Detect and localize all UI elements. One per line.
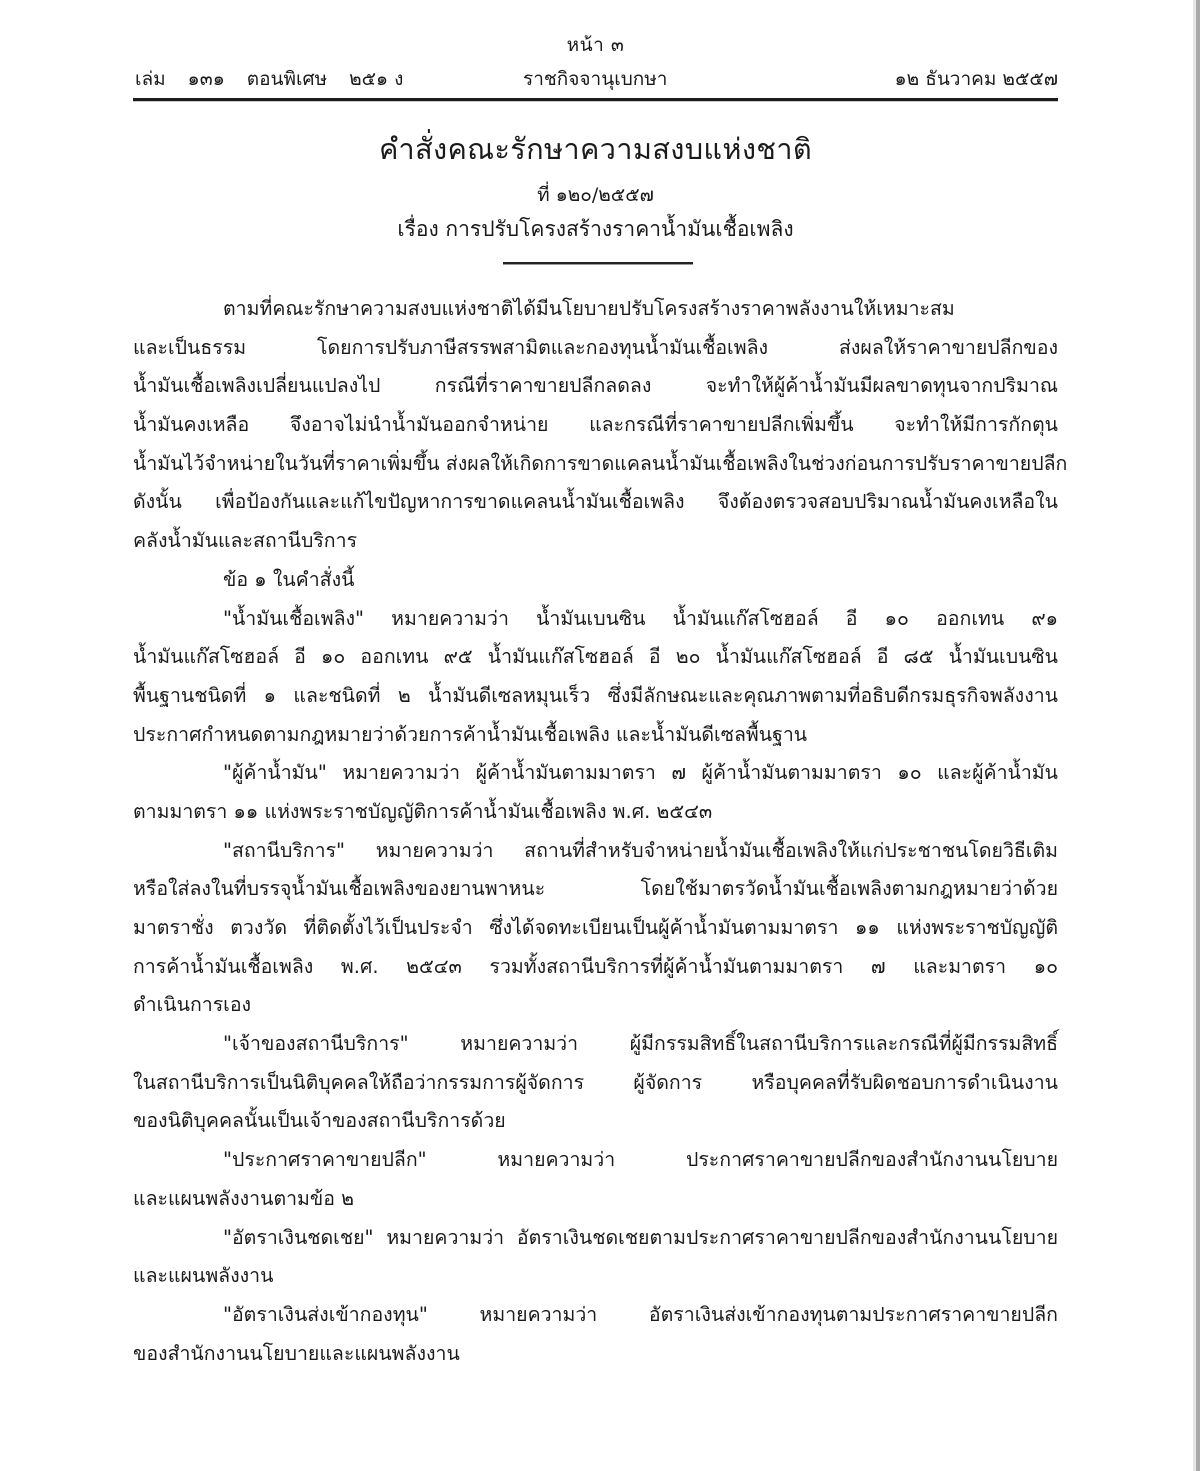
body-text-line: พื้นฐานชนิดที่ ๑ และชนิดที่ ๒ น้ำมันดีเซลหมุนเร็ว ซึ่งมีลักษณะและคุณภาพตามที่อธิบดีกรมธุรกิจพลังงาน: [133, 683, 1058, 707]
gazette-name: ราชกิจจานุเบกษา: [523, 68, 668, 90]
body-text-line: ประกาศกำหนดตามกฎหมายว่าด้วยการค้าน้ำมันเชื้อเพลิง และน้ำมันดีเซลพื้นฐาน: [133, 722, 808, 746]
volume-number: ๑๓๑: [187, 68, 225, 90]
body-text-line: การค้าน้ำมันเชื้อเพลิง พ.ศ. ๒๕๔๓ รวมทั้งสถานีบริการที่ผู้ค้าน้ำมันตามมาตรา ๗ และมาตรา ๑๐: [133, 954, 1058, 978]
section-number: ๒๕๑ ง: [349, 68, 404, 90]
body-text-line: น้ำมันคงเหลือ จึงอาจไม่นำน้ำมันออกจำหน่าย และกรณีที่ราคาขายปลีกเพิ่มขึ้น จะทำให้มีการกักตุน: [133, 413, 1058, 437]
header-divider: [133, 98, 1058, 102]
body-text-line: ตามที่คณะรักษาความสงบแห่งชาติได้มีนโยบายปรับโครงสร้างราคาพลังงานให้เหมาะสม: [223, 297, 955, 320]
body-text-line: ตามมาตรา ๑๑ แห่งพระราชบัญญัติการค้าน้ำมันเชื้อเพลิง พ.ศ. ๒๕๔๓: [133, 799, 713, 823]
body-text-line: ของนิติบุคคลนั้นเป็นเจ้าของสถานีบริการด้วย: [133, 1109, 506, 1133]
body-text-line: น้ำมันไว้จำหน่ายในวันที่ราคาเพิ่มขึ้น ส่งผลให้เกิดการขาดแคลนน้ำมันเชื้อเพลิงในช่วงก่อนการปรับราคาขายปลีก: [133, 451, 1068, 475]
body-text-line: มาตราชั่ง ตวงวัด ที่ติดตั้งไว้เป็นประจำ ซึ่งได้จดทะเบียนเป็นผู้ค้าน้ำมันตามมาตรา ๑๑ แห่งพระราชบัญญัติ: [133, 916, 1058, 939]
volume-label: เล่ม: [135, 68, 166, 90]
body-text-line: และแผนพลังงาน: [133, 1264, 274, 1288]
body-text-line: ของสำนักงานนโยบายและแผนพลังงาน: [133, 1341, 460, 1365]
body-text-line: น้ำมันเชื้อเพลิงเปลี่ยนแปลงไป กรณีที่ราคาขายปลีกลดลง จะทำให้ผู้ค้าน้ำมันมีผลขาดทุนจากปริมาณ: [133, 374, 1058, 398]
gazette-volume-info: [135, 64, 403, 94]
gazette-header: [133, 64, 1058, 90]
page-number: หน้า ๓: [566, 34, 625, 56]
order-number: ที่ ๑๒๐/๒๕๕๗: [537, 184, 654, 206]
body-text-line: ดังนั้น เพื่อป้องกันและแก้ไขปัญหาการขาดแคลนน้ำมันเชื้อเพลิง จึงต้องตรวจสอบปริมาณน้ำมันคงเหลือใน: [133, 490, 1058, 514]
order-subject: เรื่อง การปรับโครงสร้างราคาน้ำมันเชื้อเพลิง: [397, 217, 794, 241]
body-text-line: และเป็นธรรม โดยการปรับภาษีสรรพสามิตและกองทุนน้ำมันเชื้อเพลิง ส่งผลให้ราคาขายปลีกของ: [133, 335, 1058, 359]
section-label: ตอนพิเศษ: [246, 68, 328, 90]
body-text-line: "ประกาศราคาขายปลีก" หมายความว่า ประกาศราคาขายปลีกของสำนักงานนโยบาย: [223, 1148, 1058, 1172]
document-title: คำสั่งคณะรักษาความสงบแห่งชาติ: [379, 132, 812, 166]
body-text-line: ในสถานีบริการเป็นนิติบุคคลให้ถือว่ากรรมการผู้จัดการ ผู้จัดการ หรือบุคคลที่รับผิดชอบการดำเนินงาน: [133, 1070, 1058, 1094]
body-text-line: "อัตราเงินชดเชย" หมายความว่า อัตราเงินชดเชยตามประกาศราคาขายปลีกของสำนักงานนโยบาย: [223, 1225, 1058, 1249]
body-text-line: น้ำมันแก๊สโซฮอล์ อี ๑๐ ออกเทน ๙๕ น้ำมันแก๊สโซฮอล์ อี ๒๐ น้ำมันแก๊สโซฮอล์ อี ๘๕ น้ำมันเบนซิน: [133, 645, 1058, 669]
gazette-date: ๑๒ ธันวาคม ๒๕๕๗: [894, 68, 1058, 90]
title-divider: [503, 262, 693, 265]
viewer-scrollbar-edge[interactable]: [1196, 0, 1200, 1471]
body-text-line: "สถานีบริการ" หมายความว่า สถานที่สำหรับจำหน่ายน้ำมันเชื้อเพลิงให้แก่ประชาชนโดยวิธีเติม: [223, 838, 1058, 862]
body-text-line: ข้อ ๑ ในคำสั่งนี้: [223, 567, 355, 591]
body-text-line: ดำเนินการเอง: [133, 993, 252, 1017]
document-body: [133, 290, 1068, 1373]
body-text-line: "ผู้ค้าน้ำมัน" หมายความว่า ผู้ค้าน้ำมันตามมาตรา ๗ ผู้ค้าน้ำมันตามมาตรา ๑๐ และผู้ค้าน้ำมัน: [223, 761, 1058, 785]
body-text-line: "เจ้าของสถานีบริการ" หมายความว่า ผู้มีกรรมสิทธิ์ในสถานีบริการและกรณีที่ผู้มีกรรมสิทธิ์: [223, 1032, 1058, 1056]
body-text-line: และแผนพลังงานตามข้อ ๒: [133, 1186, 355, 1210]
body-text-line: "น้ำมันเชื้อเพลิง" หมายความว่า น้ำมันเบนซิน น้ำมันแก๊สโซฮอล์ อี ๑๐ ออกเทน ๙๑: [223, 606, 1058, 630]
body-text-line: คลังน้ำมันและสถานีบริการ: [133, 529, 358, 553]
body-text-line: หรือใส่ลงในที่บรรจุน้ำมันเชื้อเพลิงของยานพาหนะ โดยใช้มาตรวัดน้ำมันเชื้อเพลิงตามกฎหมายว่าด้วย: [133, 877, 1058, 901]
body-text-line: "อัตราเงินส่งเข้ากองทุน" หมายความว่า อัตราเงินส่งเข้ากองทุนตามประกาศราคาขายปลีก: [223, 1302, 1058, 1326]
